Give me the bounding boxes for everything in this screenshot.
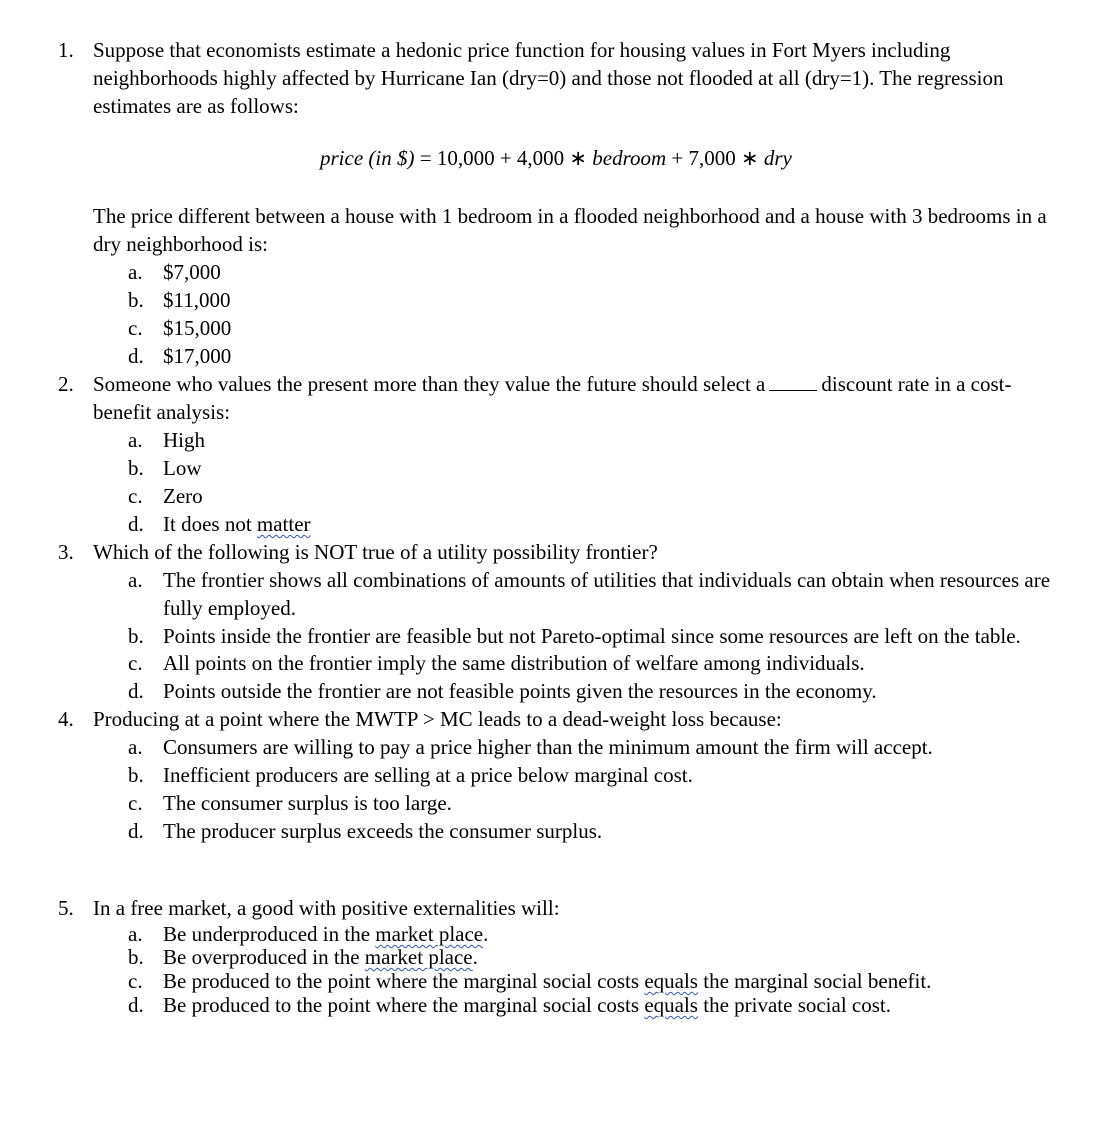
- option-letter: c.: [128, 791, 143, 815]
- option-letter: c.: [128, 969, 143, 993]
- spellcheck-flagged-word[interactable]: equals: [644, 993, 698, 1017]
- option-text-part: Be produced to the point where the marginal social costs: [163, 993, 645, 1017]
- question-number: 2.: [58, 372, 74, 396]
- option-letter: d.: [128, 512, 144, 536]
- option-text: Inefficient producers are selling at a price below marginal cost.: [163, 763, 693, 787]
- question-stem-line: benefit analysis:: [93, 400, 231, 424]
- option-letter: b.: [128, 288, 144, 312]
- equation-lhs: price (in $): [320, 146, 415, 170]
- option-text-part: Be underproduced in the: [163, 922, 376, 946]
- option-letter: a.: [128, 735, 143, 759]
- fill-in-blank: [769, 373, 817, 391]
- option-text-part: the private social cost.: [697, 993, 892, 1017]
- question-stem-line: neighborhoods highly affected by Hurricane Ian (dry=0) and those not flooded at all (dry=1). The regression: [93, 66, 1004, 90]
- option-letter: b.: [128, 456, 144, 480]
- question-stem-line: Producing at a point where the MWTP > MC leads to a dead-weight loss because:: [93, 707, 782, 731]
- option-text-part: Be overproduced in the: [163, 945, 365, 969]
- option-letter: d.: [128, 819, 144, 843]
- option-text-part: the marginal social benefit.: [697, 969, 932, 993]
- option-text: The consumer surplus is too large.: [163, 791, 452, 815]
- option-text: Points inside the frontier are feasible but not Pareto-optimal since some resources are left on the table.: [163, 624, 1021, 648]
- option-text: The frontier shows all combinations of amounts of utilities that individuals can obtain when resources are: [163, 568, 1051, 592]
- option-letter: b.: [128, 624, 144, 648]
- question-stem-line: Which of the following is NOT true of a utility possibility frontier?: [93, 540, 658, 564]
- question-stem-line: In a free market, a good with positive externalities will:: [93, 896, 560, 920]
- option-letter: c.: [128, 484, 143, 508]
- option-text: $15,000: [163, 316, 232, 340]
- question-number: 5.: [58, 896, 74, 920]
- option-text: The producer surplus exceeds the consumer surplus.: [163, 819, 603, 843]
- spellcheck-flagged-word[interactable]: market place: [364, 945, 473, 969]
- question-number: 4.: [58, 707, 74, 731]
- option-text: Zero: [163, 484, 203, 508]
- spellcheck-flagged-word[interactable]: equals: [644, 969, 698, 993]
- option-letter: d.: [128, 679, 144, 703]
- option-text-part: Be produced to the point where the marginal social costs: [163, 969, 645, 993]
- question-prompt-line: The price different between a house with 1 bedroom in a flooded neighborhood and a house with 3 bedrooms in a: [93, 204, 1047, 228]
- question-stem-line: [93, 370, 1012, 398]
- option-text-part: It does not: [163, 512, 257, 536]
- option-letter: c.: [128, 316, 143, 340]
- option-letter: d.: [128, 993, 144, 1017]
- option-letter: c.: [128, 651, 143, 675]
- option-text: Consumers are willing to pay a price higher than the minimum amount the firm will accept.: [163, 735, 933, 759]
- option-text: [163, 510, 311, 538]
- equation-coefficient-dry: + 7,000 ∗: [666, 146, 764, 170]
- spellcheck-flagged-word[interactable]: matter: [256, 512, 311, 536]
- spellcheck-flagged-word[interactable]: market place: [375, 922, 484, 946]
- option-text: Low: [163, 456, 202, 480]
- question-stem-line: Suppose that economists estimate a hedonic price function for housing values in Fort Myers including: [93, 38, 951, 62]
- option-text: [163, 991, 891, 1019]
- stem-after-blank: discount rate in a cost-: [821, 372, 1012, 396]
- option-text-part: .: [483, 922, 489, 946]
- regression-equation: [320, 146, 792, 171]
- option-letter: b.: [128, 945, 144, 969]
- option-text: Points outside the frontier are not feasible points given the resources in the economy.: [163, 679, 877, 703]
- equation-var-bedroom: bedroom: [592, 146, 667, 170]
- equation-coefficients: = 10,000 + 4,000 ∗: [414, 146, 593, 170]
- option-text: fully employed.: [163, 596, 296, 620]
- equation-var-dry: dry: [763, 146, 792, 170]
- question-number: 1.: [58, 38, 74, 62]
- question-number: 3.: [58, 540, 74, 564]
- option-text: High: [163, 428, 205, 452]
- option-letter: a.: [128, 922, 143, 946]
- option-letter: a.: [128, 428, 143, 452]
- question-prompt-line: dry neighborhood is:: [93, 232, 268, 256]
- option-text: $17,000: [163, 344, 232, 368]
- option-letter: d.: [128, 344, 144, 368]
- option-text: All points on the frontier imply the same distribution of welfare among individuals.: [163, 651, 865, 675]
- question-stem-line: estimates are as follows:: [93, 94, 299, 118]
- option-letter: a.: [128, 568, 143, 592]
- option-letter: a.: [128, 260, 143, 284]
- option-text: $7,000: [163, 260, 221, 284]
- option-text: $11,000: [163, 288, 231, 312]
- stem-before-blank: Someone who values the present more than they value the future should select a: [93, 372, 766, 396]
- option-text-part: .: [472, 945, 478, 969]
- option-letter: b.: [128, 763, 144, 787]
